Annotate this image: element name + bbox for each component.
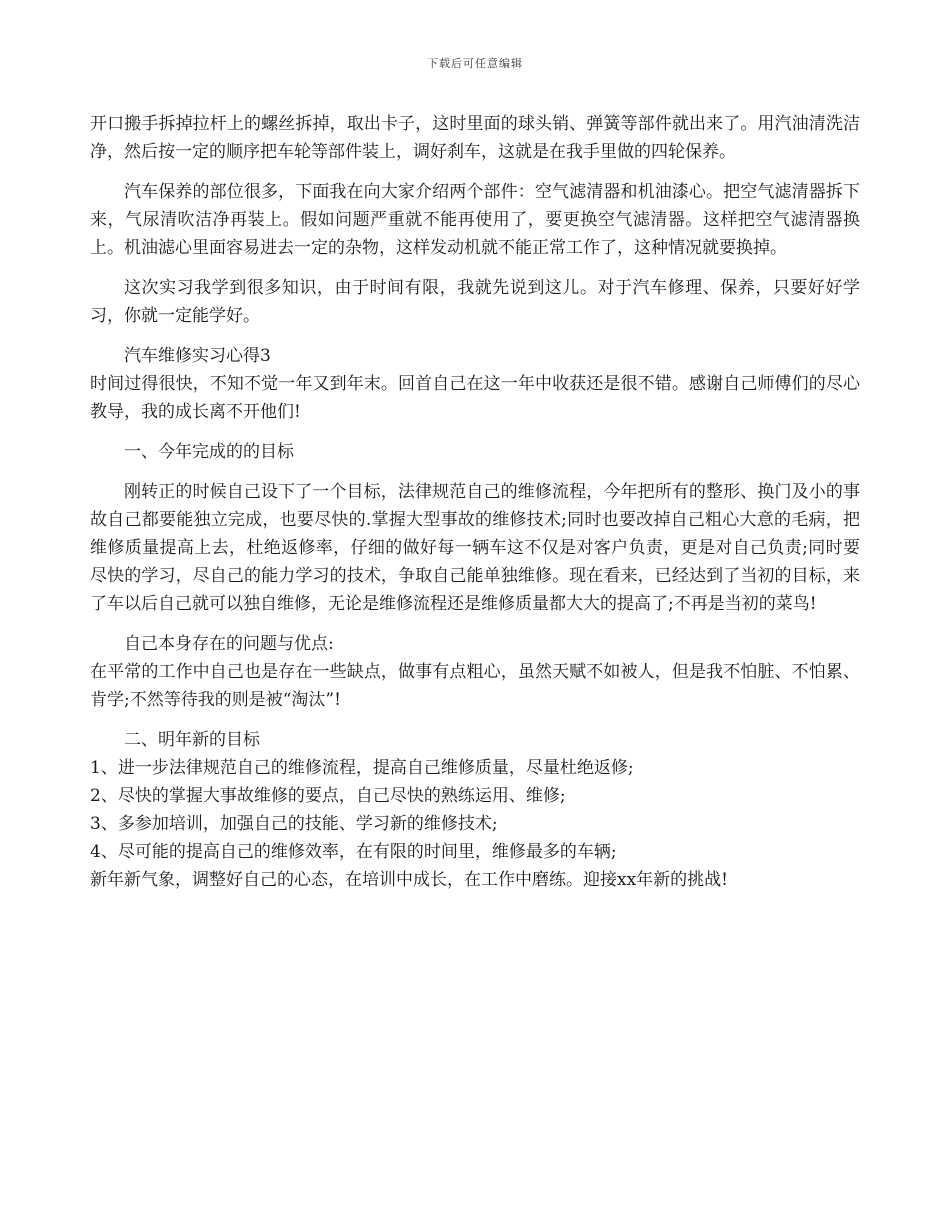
list-item-1: 1、进一步法律规范自己的维修流程，提高自己维修质量，尽量杜绝返修; [90, 758, 634, 778]
section-block-3 [90, 342, 860, 370]
paragraph-goal-detail: 刚转正的时候自己设下了一个目标，法律规范自己的维修流程，今年把所有的整形、换门及小的事故自己都要能独立完成，也要尽快的.掌握大型事故的维修技术;同时也要改掉自己粗心大意的毛病，把维修质量提高上去，杜绝返修率，仔细的做好每一辆车这不仅是对客户负责，更是对自己负责;同时要尽快的学习，尽自己的能力学习的技术，争取自己能单独维修。现在看来，已经达到了当初的目标，来了车以后自己就可以独自维修，无论是维修流程还是维修质量都大大的提高了;不再是当初的菜鸟! [90, 482, 860, 614]
paragraph-issues: 在平常的工作中自己也是存在一些缺点，做事有点粗心，虽然天赋不如被人，但是我不怕脏、不怕累、肯学;不然等待我的则是被“淘汰”! [90, 662, 860, 710]
issue-heading-block [90, 630, 860, 658]
list-item-2: 2、尽快的掌握大事故维修的要点，自己尽快的熟练运用、维修; [90, 786, 566, 806]
new-goal-section [90, 726, 860, 894]
paragraph-maintenance-steps: 开口搬手拆掉拉杆上的螺丝拆掉，取出卡子，这时里面的球头销、弹簧等部件就出来了。用汽油清洗洁净，然后按一定的顺序把车轮等部件装上，调好刹车，这就是在我手里做的四轮保养。 [90, 114, 860, 162]
list-item-3: 3、多参加培训，加强自己的技能、学习新的维修技术; [90, 814, 498, 834]
paragraph-internship-summary: 这次实习我学到很多知识，由于时间有限，我就先说到这儿。对于汽车修理、保养，只要好好学习，你就一定能学好。 [90, 278, 860, 326]
page-header: 下载后可任意编辑 [427, 57, 523, 70]
paragraph-year-review: 时间过得很快，不知不觉一年又到年末。回首自己在这一年中收获还是很不错。感谢自己师傅们的尽心教导，我的成长离不开他们! [90, 374, 860, 422]
new-goal-heading: 二、明年新的目标 [124, 730, 260, 750]
paragraph-filter-parts: 汽车保养的部位很多，下面我在向大家介绍两个部件：空气滤清器和机油漆心。把空气滤清器拆下来，气尿清吹洁净再装上。假如问题严重就不能再使用了，要更换空气滤清器。这样把空气滤清器换上。机油滤心里面容易进去一定的杂物，这样发动机就不能正常工作了，这种情况就要换掉。 [90, 182, 860, 258]
section-heading-3: 汽车维修实习心得3 [124, 346, 271, 366]
goal-heading-block [90, 438, 860, 466]
goal-heading: 一、今年完成的的目标 [124, 442, 294, 462]
issue-heading: 自己本身存在的问题与优点: [124, 634, 334, 654]
document-body [90, 110, 860, 894]
closing-line: 新年新气象，调整好自己的心态，在培训中成长，在工作中磨练。迎接xx年新的挑战! [90, 870, 729, 890]
list-item-4: 4、尽可能的提高自己的维修效率，在有限的时间里，维修最多的车辆; [90, 842, 617, 862]
